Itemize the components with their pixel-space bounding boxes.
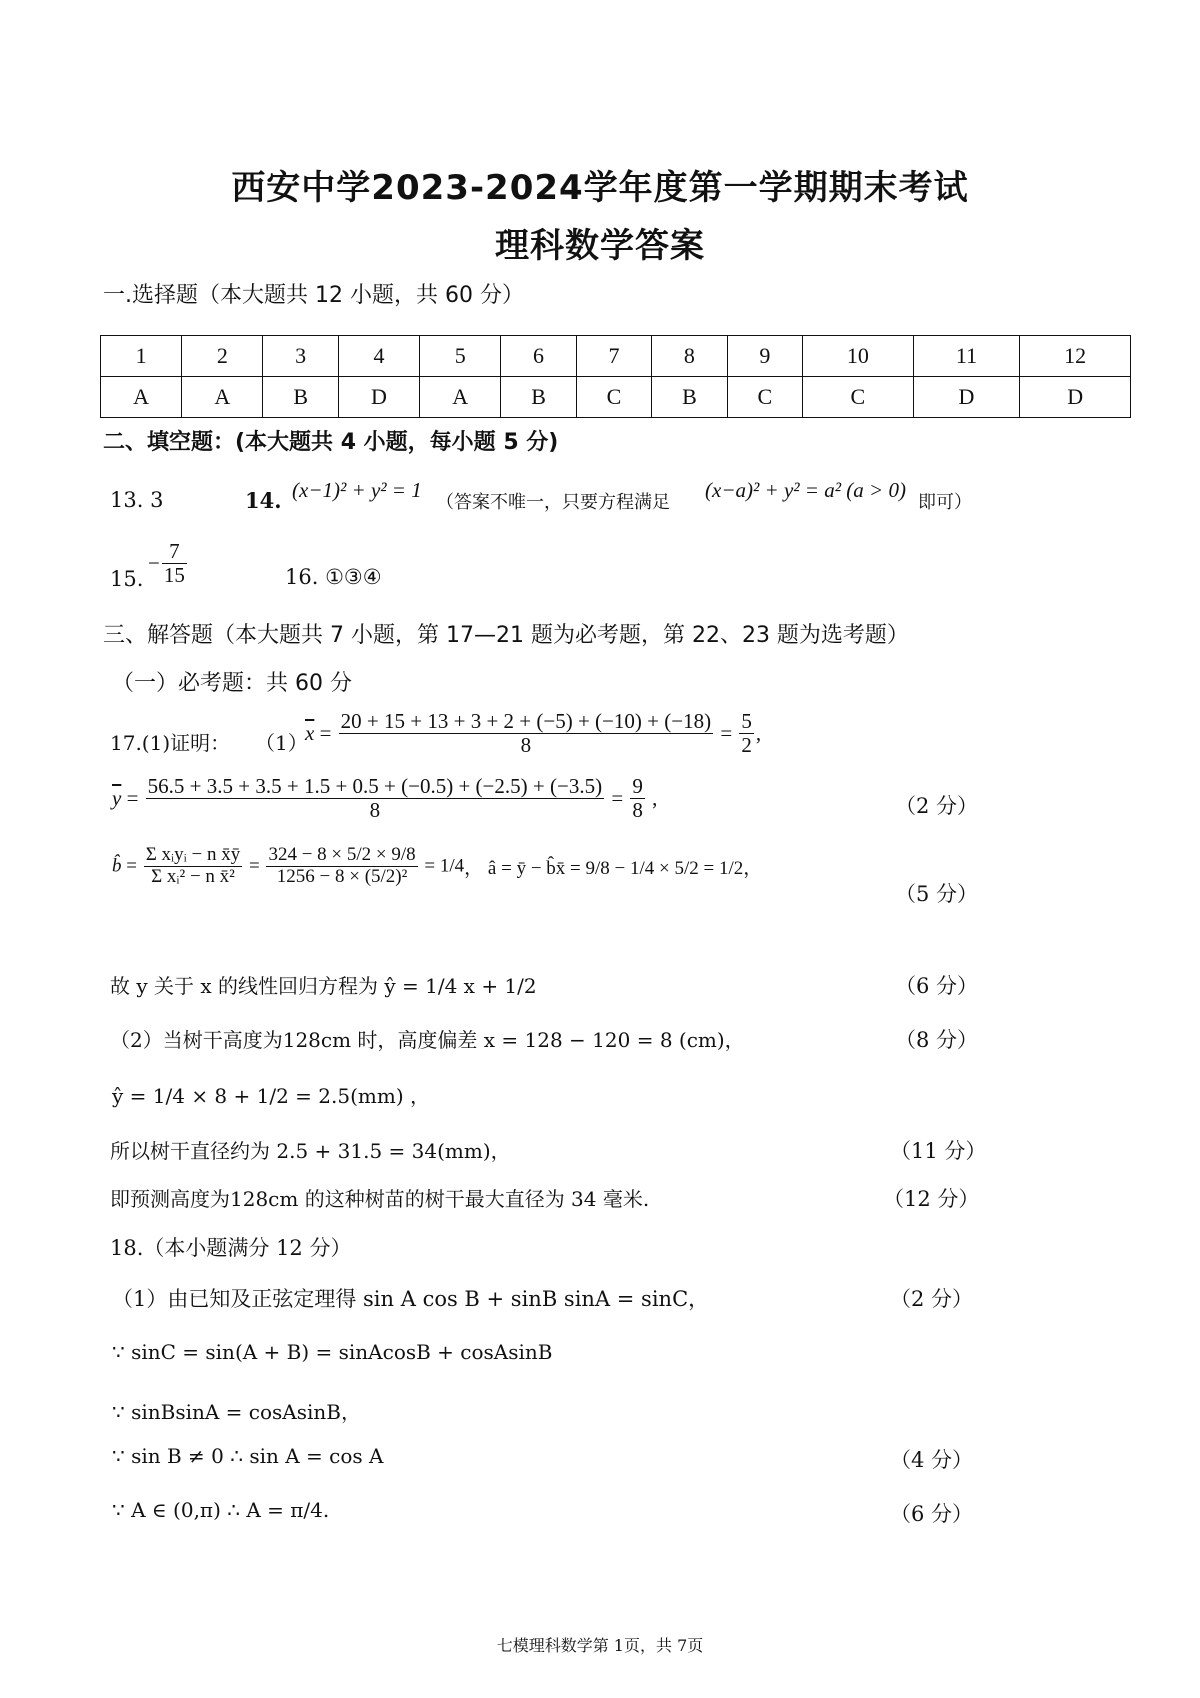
answer-14-label: 14.	[245, 488, 282, 513]
yhat-calculation: ŷ = 1/4 × 8 + 1/2 = 2.5(mm) ，	[112, 1084, 430, 1108]
section2-heading: 二、填空题：(本大题共 4 小题，每小题 5 分)	[103, 430, 559, 455]
answer-16: 16. ①③④	[285, 565, 382, 589]
fraction-numerator: Σ xᵢyᵢ − n x̄ȳ	[145, 844, 241, 865]
points-label: （5 分）	[895, 882, 979, 906]
fraction-denominator: 2	[741, 733, 752, 758]
table-row-answers	[101, 377, 1131, 418]
points-label: （12 分）	[883, 1187, 980, 1211]
table-cell: A	[182, 377, 263, 418]
fraction-numerator: 324 − 8 × 5/2 × 9/8	[268, 844, 416, 865]
table-cell: 10	[803, 336, 914, 377]
regression-line: 故 y 关于 x 的线性回归方程为 ŷ = 1/4 x + 1/2	[110, 974, 537, 998]
points-label: （6 分）	[895, 974, 979, 998]
table-cell: D	[913, 377, 1020, 418]
table-cell: C	[727, 377, 802, 418]
table-row-numbers	[101, 336, 1131, 377]
ybar-formula: $\overline{y}$ = $\frac{56.5 + 3.5 + 3.5 + 1.5 + 0.5 + (-0.5) + (-2.5) + (-3.5)}{8}$ = $\frac{9}{8}$ ,	[112, 774, 658, 823]
answer-14-equation: (x−1)² + y² = 1	[292, 478, 422, 502]
table-cell: 8	[652, 336, 727, 377]
points-label: （8 分）	[895, 1028, 979, 1052]
xbar-formula: $\overline{x}$ = $\frac{20 + 15 + 13 + 3 + 2 + (-5) + (-10) + (-18)}{8}$ = $\frac{5}{2}$ ,	[305, 709, 762, 758]
table-cell: C	[803, 377, 914, 418]
diameter-line: 所以树干直径约为 2.5 + 31.5 = 34(mm)，	[110, 1139, 511, 1163]
table-cell: 9	[727, 336, 802, 377]
table-cell: B	[501, 377, 576, 418]
fraction-numerator: 7	[162, 540, 187, 564]
q18-line3: ∵ sinBsinA = cosAsinB，	[112, 1400, 361, 1424]
table-cell: D	[338, 377, 419, 418]
table-cell: 4	[338, 336, 419, 377]
table-cell: 11	[913, 336, 1020, 377]
points-label: （2 分）	[895, 794, 979, 818]
table-cell: B	[652, 377, 727, 418]
table-cell: 2	[182, 336, 263, 377]
points-label: （2 分）	[890, 1287, 974, 1311]
fraction-denominator: 8	[369, 798, 381, 823]
table-cell: 7	[576, 336, 651, 377]
answer-14-note: （答案不唯一，只要方程满足	[436, 492, 670, 513]
answer-15-value: − $\frac{7}{15}$	[148, 539, 185, 588]
table-cell: D	[1020, 377, 1131, 418]
answer-14-condition: (x−a)² + y² = a² (a > 0)	[705, 478, 906, 502]
page-subtitle: 理科数学答案	[495, 226, 705, 266]
fraction-denominator: Σ xᵢ² − n x̄²	[151, 865, 235, 887]
fraction-numerator: 9	[632, 774, 643, 798]
table-cell: 5	[420, 336, 501, 377]
points-label: （6 分）	[890, 1502, 974, 1526]
points-label: （4 分）	[890, 1448, 974, 1472]
bhat-result: 1/4	[439, 855, 465, 877]
answer-15-label: 15.	[110, 567, 144, 591]
section3-subheading: （一）必考题：共 60 分	[112, 671, 352, 696]
q17-conclusion: 即预测高度为128cm 的这种树苗的树干最大直径为 34 毫米.	[110, 1187, 650, 1211]
fraction-numerator: 20 + 15 + 13 + 3 + 2 + (−5) + (−10) + (−18)	[340, 709, 712, 733]
fraction-numerator: 5	[741, 709, 752, 733]
answer-14-note-end: 即可）	[918, 492, 972, 513]
ahat-formula: â = ȳ − b̂x̄ = 9/8 − 1/4 × 5/2 = 1/2，	[487, 857, 763, 879]
section3-heading: 三、解答题（本大题共 7 小题，第 17—21 题为必考题，第 22、23 题为选考题）	[103, 623, 909, 648]
table-cell: 1	[101, 336, 182, 377]
fraction-numerator: 56.5 + 3.5 + 3.5 + 1.5 + 0.5 + (−0.5) + (−2.5) + (−3.5)	[147, 774, 603, 798]
q18-heading: 18.（本小题满分 12 分）	[110, 1236, 352, 1260]
answer-13: 13. 3	[110, 488, 164, 512]
q17-label: 17.(1)证明：	[110, 731, 231, 755]
q18-line1: （1）由已知及正弦定理得 sin A cos B + sinB sinA = sinC，	[112, 1287, 710, 1311]
fraction-denominator: 1256 − 8 × (5/2)²	[276, 865, 408, 887]
q18-line5: ∵ A ∈ (0,π) ∴ A = π/4.	[112, 1498, 330, 1522]
page-footer: 七模理科数学第 1页，共 7页	[496, 1636, 704, 1655]
section1-heading: 一.选择题（本大题共 12 小题，共 60 分）	[103, 283, 524, 308]
q17-part1: （1）	[255, 731, 308, 755]
table-cell: 12	[1020, 336, 1131, 377]
table-cell: C	[576, 377, 651, 418]
points-label: （11 分）	[890, 1139, 987, 1163]
q17-part2: （2）当树干高度为128cm 时，高度偏差 x = 128 − 120 = 8 (cm)，	[110, 1028, 745, 1052]
table-cell: A	[101, 377, 182, 418]
fraction-denominator: 8	[520, 733, 532, 758]
table-cell: B	[263, 377, 338, 418]
table-cell: 3	[263, 336, 338, 377]
fraction-denominator: 8	[632, 798, 643, 823]
fraction-denominator: 15	[163, 563, 185, 588]
q18-line2: ∵ sinC = sin(A + B) = sinAcosB + cosAsinB	[112, 1340, 553, 1364]
table-cell: A	[420, 377, 501, 418]
page-title: 西安中学2023-2024学年度第一学期期末考试	[231, 168, 969, 208]
q18-line4: ∵ sin B ≠ 0 ∴ sin A = cos A	[112, 1444, 384, 1468]
table-cell: 6	[501, 336, 576, 377]
answer-table	[100, 335, 1131, 418]
bhat-formula: b̂ = $\frac{\text{Σ xᵢyᵢ − n x̄ȳ}}{\text{Σ xᵢ² − n x̄²}}$ = $\frac{324 - 8 \times 5/2 \times 9/8}{\text{1256 − 8 × (5/2)²}}$ = 1/4， â = ȳ − b̂x̄ = 9/8 − 1/4 × 5/2 = 1/2，	[112, 844, 763, 887]
